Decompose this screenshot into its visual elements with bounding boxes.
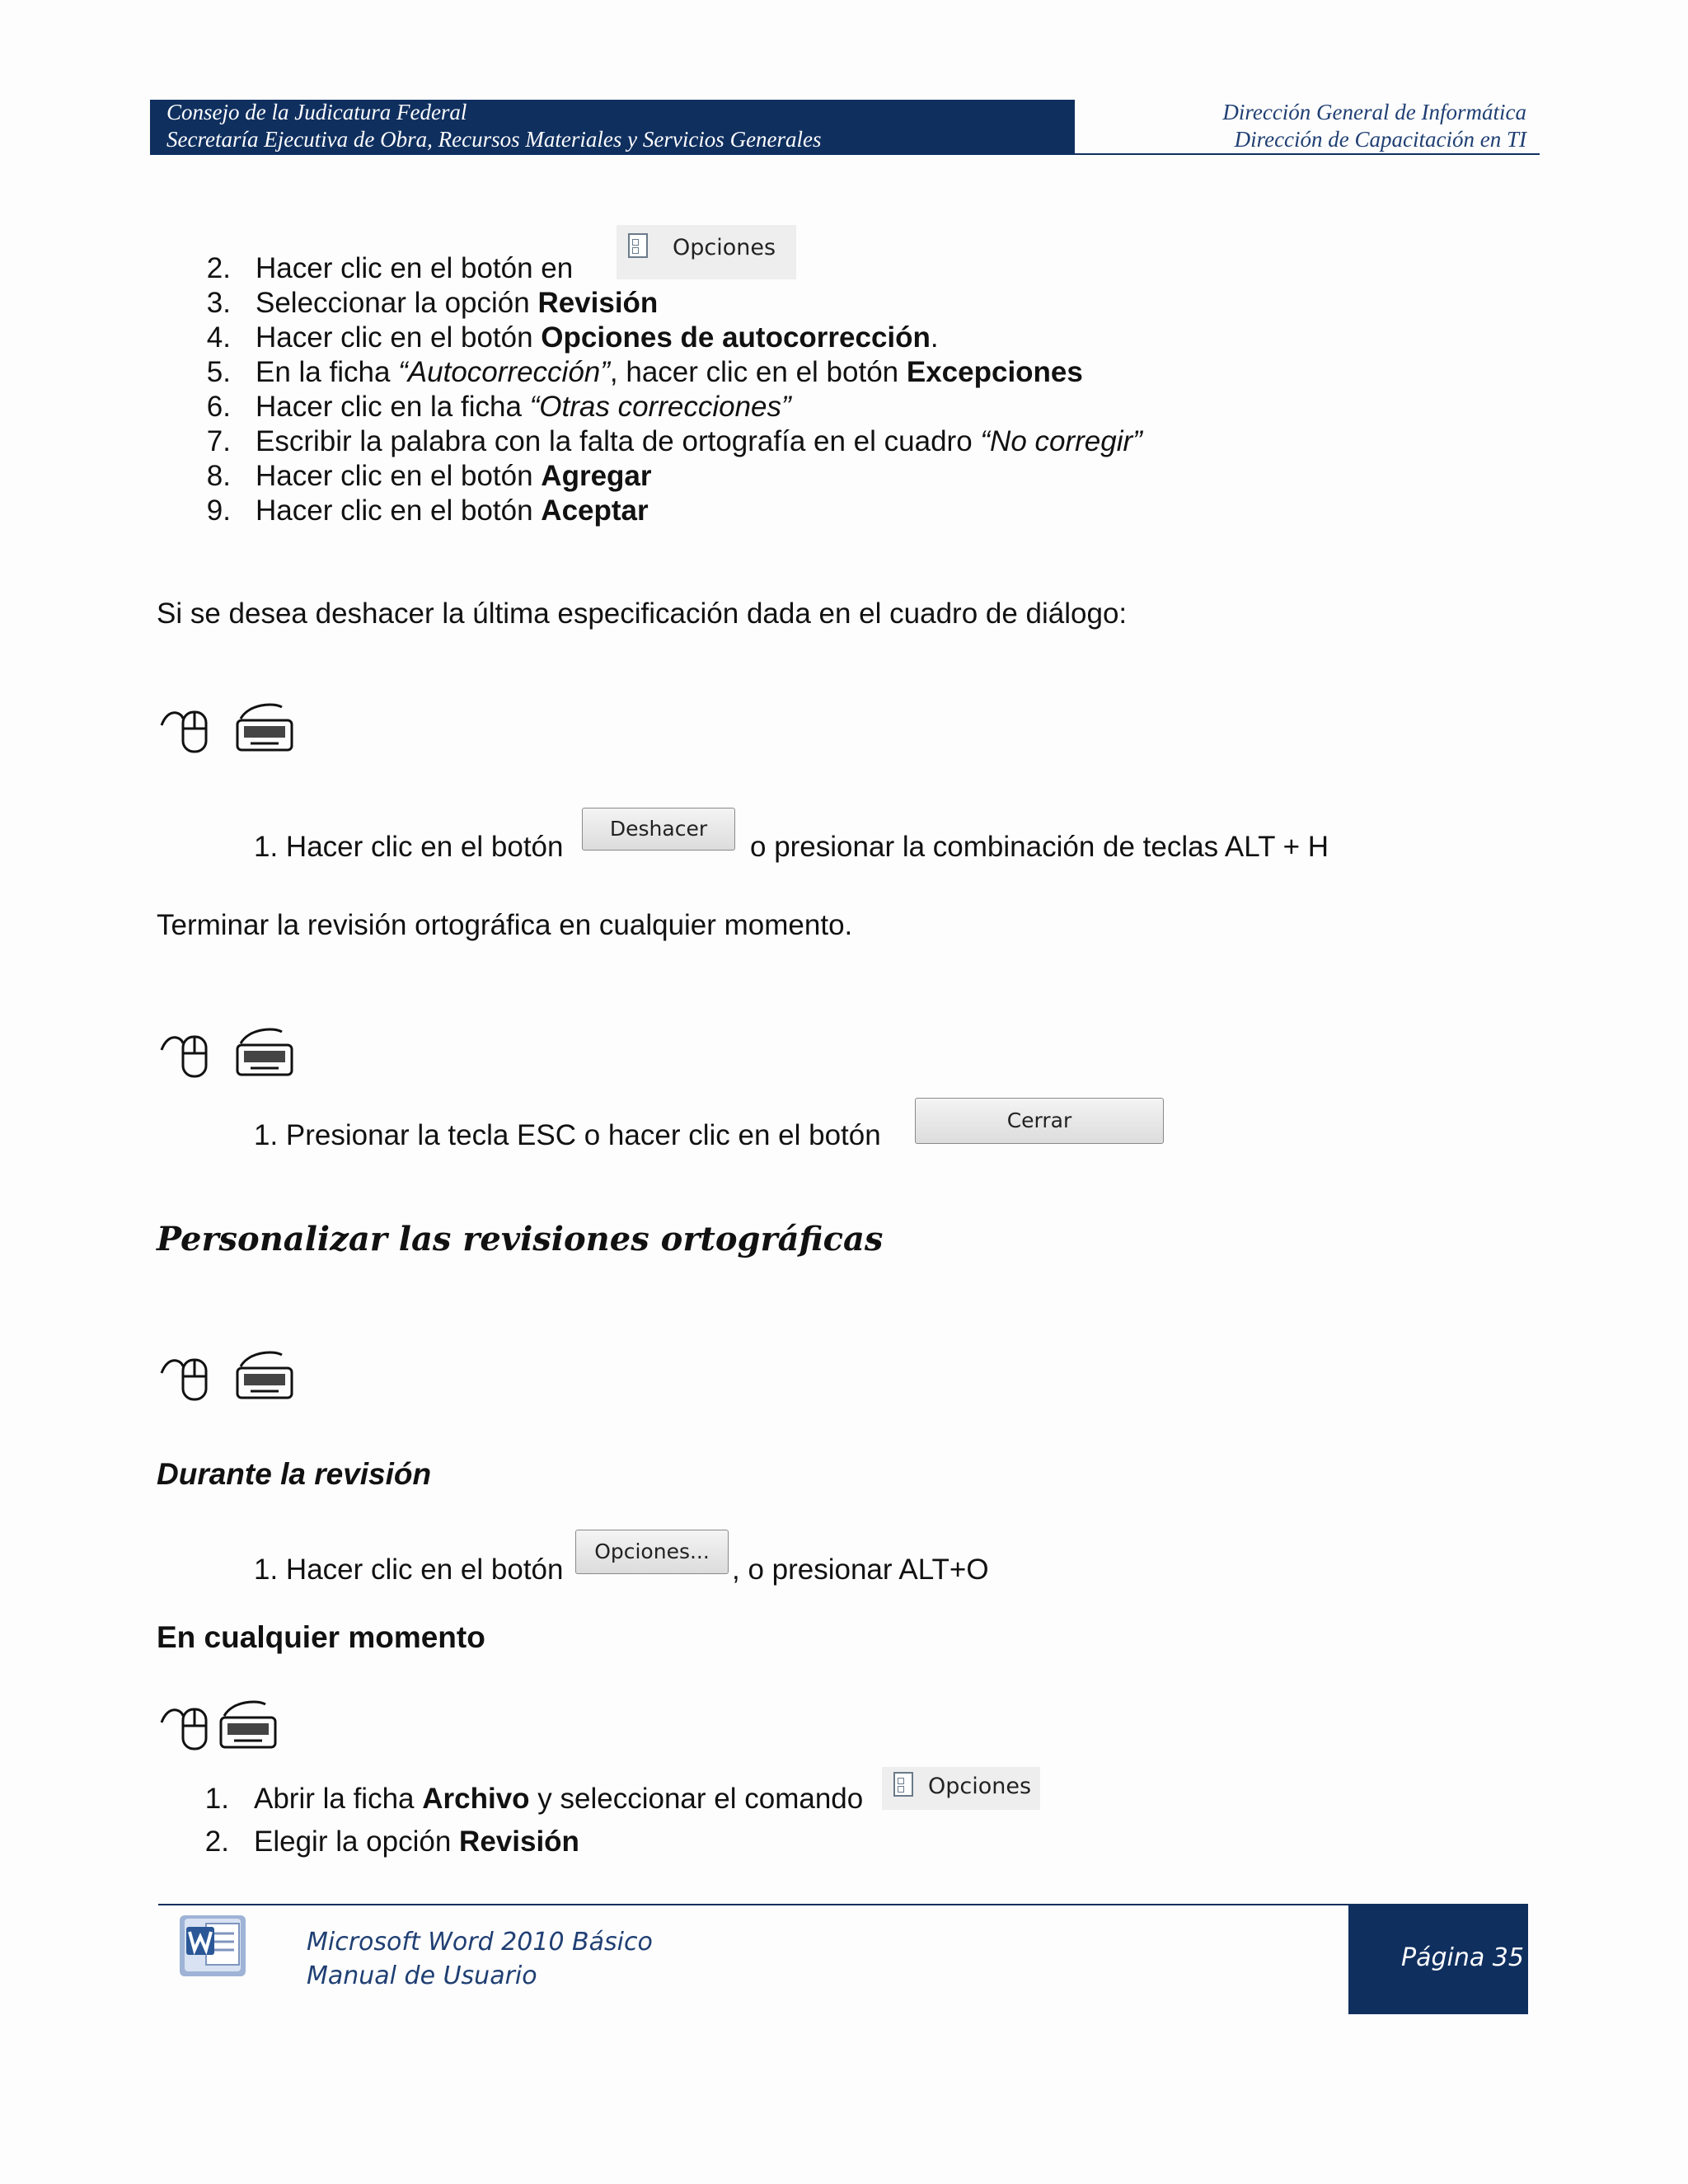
subheading-cualquier: En cualquier momento [157, 1620, 485, 1654]
step-text: Hacer clic en el botón en [256, 252, 574, 284]
step-number: 2. [206, 252, 231, 284]
step-number: 2. [204, 1825, 229, 1858]
step-text: Hacer clic en el botón Agregar [256, 460, 652, 492]
footer-subtitle: Manual de Usuario [307, 1961, 537, 1990]
step-text: Abrir la ficha Archivo y seleccionar el comando [254, 1783, 864, 1815]
step-number: 4. [206, 321, 231, 354]
keyboard-icon [237, 705, 292, 750]
footer-title: Microsoft Word 2010 Básico [307, 1928, 653, 1957]
header-right-line2: Dirección de Capacitación en TI [1234, 127, 1526, 152]
mouse-icon [162, 712, 206, 752]
mouse-keyboard-icons [158, 701, 298, 758]
opciones-label: Opciones [928, 1774, 1032, 1799]
header-rule [150, 153, 1540, 155]
undo-step-text: 1. Hacer clic en el botón [254, 831, 564, 863]
mouse-icon [162, 1709, 206, 1749]
opciones-button-image[interactable] [617, 225, 796, 279]
mouse-icon [162, 1360, 206, 1399]
section-heading: Personalizar las revisiones ortográficas [157, 1220, 884, 1258]
step-number: 9. [206, 494, 231, 527]
keyboard-icon [221, 1702, 275, 1747]
durante-step-post: , o presionar ALT+O [732, 1554, 989, 1586]
mouse-keyboard-icons [158, 1025, 298, 1083]
paragraph-undo: Si se desea deshacer la última especificación dada en el cuadro de diálogo: [157, 598, 1128, 630]
opciones-label: Opciones [673, 235, 776, 260]
paragraph-end: Terminar la revisión ortográfica en cualquier momento. [157, 909, 853, 941]
options-icon [628, 233, 648, 258]
end-step-text: 1. Presionar la tecla ESC o hacer clic en el botón [254, 1119, 881, 1151]
mouse-keyboard-icons [158, 1348, 298, 1406]
step-number: 6. [206, 391, 231, 423]
header-right-line1: Dirección General de Informática [1222, 100, 1526, 124]
step-number: 8. [206, 460, 231, 492]
page-number: Página 35 [1401, 1943, 1524, 1972]
step-text: Elegir la opción Revisión [254, 1825, 579, 1858]
undo-step-post: o presionar la combinación de teclas ALT + H [750, 831, 1329, 863]
options-icon [893, 1772, 913, 1797]
footer-rule [158, 1904, 1350, 1905]
step-number: 1. [204, 1783, 229, 1815]
step-text: En la ficha “Autocorrección”, hacer clic en el botón Excepciones [256, 356, 1083, 388]
word-logo-icon [178, 1912, 249, 1980]
step-number: 3. [206, 287, 231, 319]
step-text: Hacer clic en el botón Opciones de autocorrección. [256, 321, 939, 354]
header-left-line2: Secretaría Ejecutiva de Obra, Recursos Materiales y Servicios Generales [166, 127, 822, 152]
step-text: Escribir la palabra con la falta de ortografía en el cuadro “No corregir” [256, 425, 1142, 457]
keyboard-icon [237, 1352, 292, 1398]
deshacer-button[interactable]: Deshacer [582, 808, 735, 851]
step-text: Seleccionar la opción Revisión [256, 287, 659, 319]
step-text: Hacer clic en el botón Aceptar [256, 494, 649, 527]
step-text: Hacer clic en la ficha “Otras correcciones” [256, 391, 791, 423]
step-number: 5. [206, 356, 231, 388]
header-left-line1: Consejo de la Judicatura Federal [166, 100, 467, 124]
opciones-dots-button[interactable]: Opciones... [575, 1530, 729, 1574]
cerrar-button[interactable]: Cerrar [915, 1098, 1164, 1144]
mouse-icon [162, 1037, 206, 1076]
keyboard-icon [237, 1029, 292, 1075]
durante-step-text: 1. Hacer clic en el botón [254, 1554, 564, 1586]
opciones-command-image[interactable] [882, 1767, 1040, 1810]
step-number: 7. [206, 425, 231, 457]
subheading-durante: Durante la revisión [157, 1457, 432, 1491]
mouse-keyboard-icons [158, 1698, 290, 1755]
